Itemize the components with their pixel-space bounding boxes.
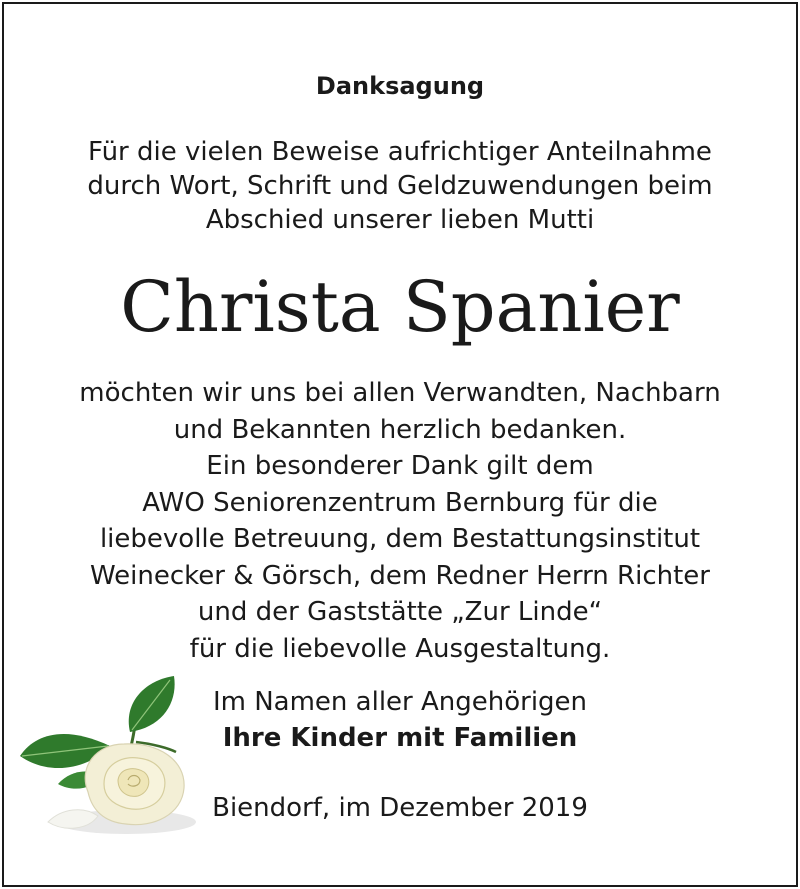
body-line: und Bekannten herzlich bedanken. xyxy=(173,414,627,445)
intro-line: durch Wort, Schrift und Geldzuwendungen beim xyxy=(87,171,713,201)
body-line: und der Gaststätte „Zur Linde“ xyxy=(197,597,603,627)
body-line: liebevolle Betreuung, dem Bestattungsinstitut xyxy=(99,524,701,554)
intro-line: Für die vielen Beweise aufrichtiger Anteilnahme xyxy=(88,137,712,167)
intro-line: Abschied unserer lieben Mutti xyxy=(205,205,595,235)
body-text xyxy=(0,375,800,667)
signoff-line: Im Namen aller Angehörigen xyxy=(212,687,588,717)
body-line: Weinecker & Görsch, dem Redner Herrn Richter xyxy=(89,560,710,591)
place-date: Biendorf, im Dezember 2019 xyxy=(212,793,588,823)
signoff xyxy=(200,684,600,756)
signatories: Ihre Kinder mit Familien xyxy=(222,723,578,753)
intro-text xyxy=(0,135,800,237)
notice-heading: Danksagung xyxy=(315,72,485,100)
deceased-name: Christa Spanier xyxy=(120,266,680,348)
body-line: für die liebevolle Ausgestaltung. xyxy=(189,633,611,664)
white-rose-icon xyxy=(18,672,198,842)
body-line: AWO Seniorenzentrum Bernburg für die xyxy=(142,487,658,518)
body-line: Ein besonderer Dank gilt dem xyxy=(206,451,594,481)
body-line: möchten wir uns bei allen Verwandten, Nachbarn xyxy=(79,378,721,408)
